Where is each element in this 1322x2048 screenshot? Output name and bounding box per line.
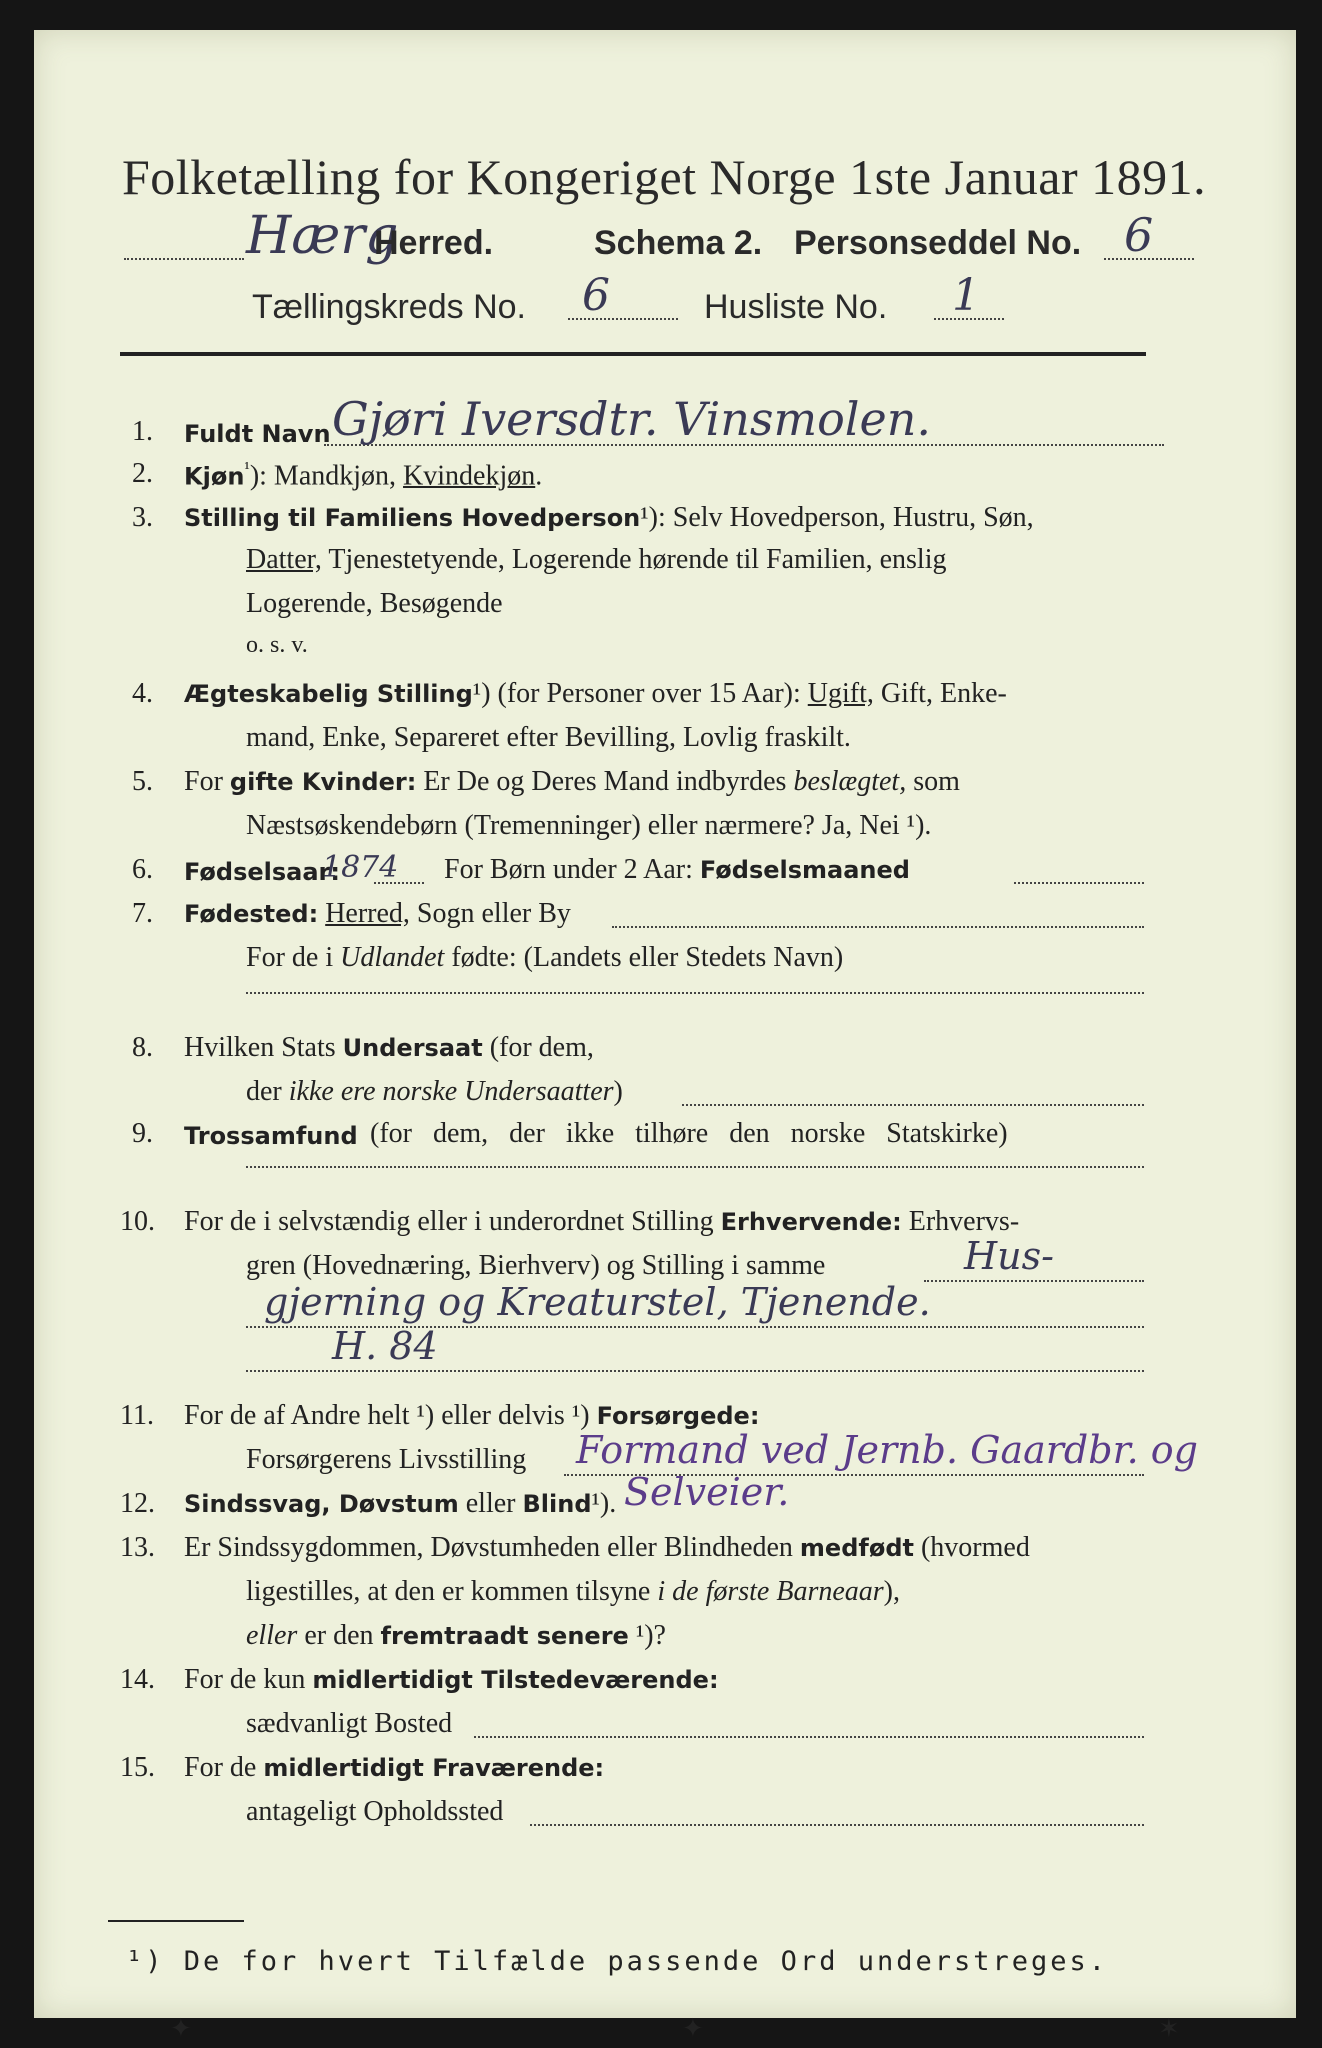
q7-foreign-dotted-line (246, 992, 1144, 994)
q3-line3: Logerende, Besøgende (246, 588, 503, 619)
q6-number: 6. (132, 854, 153, 885)
q2-text-a: ): Mandkjøn, (249, 460, 404, 492)
q7-dotted-line (612, 926, 1144, 928)
q12-number: 12. (120, 1488, 155, 1519)
q12-label: Sindssvag, Døvstum (184, 1490, 459, 1518)
q8-number: 8. (132, 1032, 153, 1063)
q11-hand2: Selveier. (624, 1470, 790, 1514)
q11-line2: Forsørgerens Livsstilling (246, 1444, 527, 1475)
q2-text-c: . (535, 460, 543, 492)
q5-l1e: som (906, 766, 960, 797)
q11-l1b: Forsørgede: (596, 1402, 760, 1430)
q9-dotted-line (246, 1166, 1144, 1168)
q4-label: Ægteskabelig Stilling (184, 680, 473, 708)
q10-hand2: gjerning og Kreaturstel, Tjenende. (264, 1280, 931, 1324)
q14-dotted-line (474, 1736, 1144, 1738)
q6-year-dotted-line (374, 882, 424, 884)
q1-answer: Gjøri Iversdtr. Vinsmolen. (332, 392, 931, 446)
kreds-label: Tællingskreds No. (252, 288, 526, 326)
personseddel-label: Personseddel No. (794, 224, 1082, 262)
q11-hand1: Formand ved Jernb. Gaardbr. og (576, 1428, 1198, 1472)
q6-month-dotted-line (1014, 882, 1144, 884)
q5-line2: Næstsøskendebørn (Tremenninger) eller nærmere? Ja, Nei ¹). (246, 810, 932, 841)
q7-label: Fødested: (184, 900, 319, 928)
q14-number: 14. (120, 1664, 155, 1695)
printer-mark-center: ✦ (682, 2014, 704, 2043)
q9-number: 9. (132, 1118, 153, 1149)
q5-l1a: For (184, 766, 230, 797)
q8-line2 (246, 1076, 623, 1108)
printer-mark-right: ✶ (1158, 2014, 1180, 2043)
q15-l1a: For de (184, 1752, 264, 1783)
q10-hand3: H. 84 (332, 1324, 438, 1368)
q15-line1 (184, 1752, 604, 1784)
q8-l1c: (for dem, (482, 1032, 594, 1063)
herred-label: Herred. (374, 224, 494, 262)
q9-text: (for dem, der ikke tilhøre den norske Statskirke) (370, 1118, 1008, 1149)
q7-number: 7. (132, 898, 153, 929)
q8-l1b: Undersaat (342, 1034, 483, 1062)
q7-l2a: For de i (246, 942, 341, 973)
q7-line1 (184, 898, 571, 930)
q3-line2 (246, 544, 946, 576)
q1-label: Fuldt Navn (184, 420, 331, 448)
husliste-label: Husliste No. (704, 288, 888, 326)
q7-b: Sogn eller By (409, 898, 571, 929)
husliste-dotted-line (934, 318, 1004, 320)
q9-label: Trossamfund (184, 1122, 358, 1150)
q12-text-b: ¹). (591, 1488, 617, 1519)
q10-hand1: Hus- (964, 1234, 1054, 1278)
q13-l2c: ), (883, 1576, 900, 1607)
q6-label: Fødselsaar: (184, 858, 340, 886)
q2-underlined-answer: Kvindekjøn (403, 460, 536, 492)
census-form (34, 30, 1296, 2043)
q8-l2b: ikke ere norske Undersaatter (288, 1076, 614, 1107)
q13-l2b: i de første Barneaar (657, 1576, 884, 1607)
q3-number: 3. (132, 502, 153, 533)
q11-l1a: For de af Andre helt ¹) eller delvis ¹) (184, 1400, 597, 1431)
q4-l1a: ¹) (for Personer over 15 Aar): (472, 678, 808, 709)
footnote: ¹) De for hvert Tilfælde passende Ord understreges. (126, 1946, 1109, 1977)
q10-l1c: Erhvervs- (901, 1206, 1020, 1237)
q14-l1a: For de kun (184, 1664, 313, 1695)
personseddel-number: 6 (1124, 208, 1154, 262)
q13-l2a: ligestilles, at den er kommen tilsyne (246, 1576, 658, 1607)
q4-l1c: Gift, Enke- (873, 678, 1007, 709)
q8-l2c: ) (613, 1076, 623, 1107)
q3-line4: o. s. v. (246, 632, 308, 658)
husliste-number: 1 (952, 270, 980, 321)
q7-line2 (246, 942, 843, 974)
q13-line1 (184, 1532, 1030, 1564)
q2-number: 2. (132, 458, 153, 489)
q3-underlined-answer: Datter, (246, 544, 322, 575)
q15-dotted-line (530, 1824, 1144, 1826)
q8-line1 (184, 1032, 594, 1064)
q5-l1d: beslægtet, (793, 766, 907, 797)
q14-l1b: midlertidigt Tilstedeværende: (312, 1666, 719, 1694)
q4-line2: mand, Enke, Separeret efter Bevilling, Lovlig fraskilt. (246, 722, 851, 753)
q12-line (184, 1488, 616, 1520)
q13-l1c: (hvormed (913, 1532, 1030, 1563)
q15-l1b: midlertidigt Fraværende: (263, 1754, 605, 1782)
schema-label: Schema 2. (594, 224, 763, 262)
q3-label: Stilling til Familiens Hovedperson (184, 504, 641, 532)
kreds-number: 6 (582, 270, 610, 321)
q10-l1b: Erhvervende: (720, 1208, 902, 1236)
q14-line1 (184, 1664, 719, 1696)
q4-underlined-answer: Ugift, (807, 678, 874, 709)
q13-l1a: Er Sindssygdommen, Døvstumheden eller Blindheden (184, 1532, 800, 1563)
q3-line1 (184, 502, 1034, 534)
q2-label: Kjøn (184, 462, 245, 491)
q6-line (444, 854, 910, 886)
q5-number: 5. (132, 766, 153, 797)
q13-l3b: er den (297, 1620, 381, 1651)
footnote-rule (108, 1920, 244, 1922)
q7-l2c: fødte: (Landets eller Stedets Navn) (444, 942, 844, 973)
printer-mark-left: ✦ (170, 2014, 192, 2043)
q5-l1b: gifte Kvinder: (229, 768, 417, 796)
q10-line2: gren (Hovednæring, Bierhverv) og Stilling i samme (246, 1250, 826, 1281)
q13-line2 (246, 1576, 900, 1608)
herred-handwritten: Hærg (246, 206, 399, 266)
header-divider (120, 352, 1146, 356)
q11-number: 11. (120, 1400, 154, 1431)
q7-l2b: Udlandet (340, 942, 445, 973)
q13-line3 (246, 1620, 666, 1652)
q13-l3a: eller (246, 1620, 298, 1651)
q12-text-a: eller (458, 1488, 523, 1519)
q2-line (184, 458, 542, 492)
q5-l1c: Er De og Deres Mand indbyrdes (416, 766, 794, 797)
q14-line2: sædvanligt Bosted (246, 1708, 453, 1739)
q3-l1: ¹): Selv Hovedperson, Hustru, Søn, (640, 502, 1034, 533)
q12-label2: Blind (522, 1490, 592, 1518)
q15-line2: antageligt Opholdssted (246, 1796, 504, 1827)
q4-number: 4. (132, 678, 153, 709)
q15-number: 15. (120, 1752, 155, 1783)
q8-dotted-line (682, 1104, 1144, 1106)
q7-underlined-answer: Herred, (325, 898, 410, 929)
q1-number: 1. (132, 416, 153, 447)
q13-l3c: fremtraadt senere (380, 1622, 629, 1650)
q10-number: 10. (120, 1206, 155, 1237)
q5-line1 (184, 766, 960, 798)
herred-dotted-line (124, 258, 244, 260)
q6-year: 1874 (322, 850, 399, 885)
q8-l1a: Hvilken Stats (184, 1032, 343, 1063)
q10-line1 (184, 1206, 1019, 1238)
q6-label2: Fødselsmaaned (699, 856, 910, 884)
q13-l3d: ¹)? (628, 1620, 666, 1651)
q10-dotted-line3 (246, 1370, 1144, 1372)
form-title: Folketælling for Kongeriget Norge 1ste Januar 1891. (122, 149, 1207, 205)
q6-text: For Børn under 2 Aar: (444, 854, 700, 885)
personseddel-dotted-line (1104, 258, 1194, 260)
q10-l1a: For de i selvstændig eller i underordnet Stilling (184, 1206, 721, 1237)
q3-l2b: Tjenestetyende, Logerende hørende til Familien, enslig (321, 544, 947, 575)
q10-dotted-line1 (924, 1280, 1144, 1282)
q13-number: 13. (120, 1532, 155, 1563)
kreds-dotted-line (568, 318, 678, 320)
q4-line1 (184, 678, 1007, 710)
q8-l2a: der (246, 1076, 289, 1107)
q2-sup: ¹ (244, 458, 250, 478)
q13-l1b: medfødt (799, 1534, 914, 1562)
